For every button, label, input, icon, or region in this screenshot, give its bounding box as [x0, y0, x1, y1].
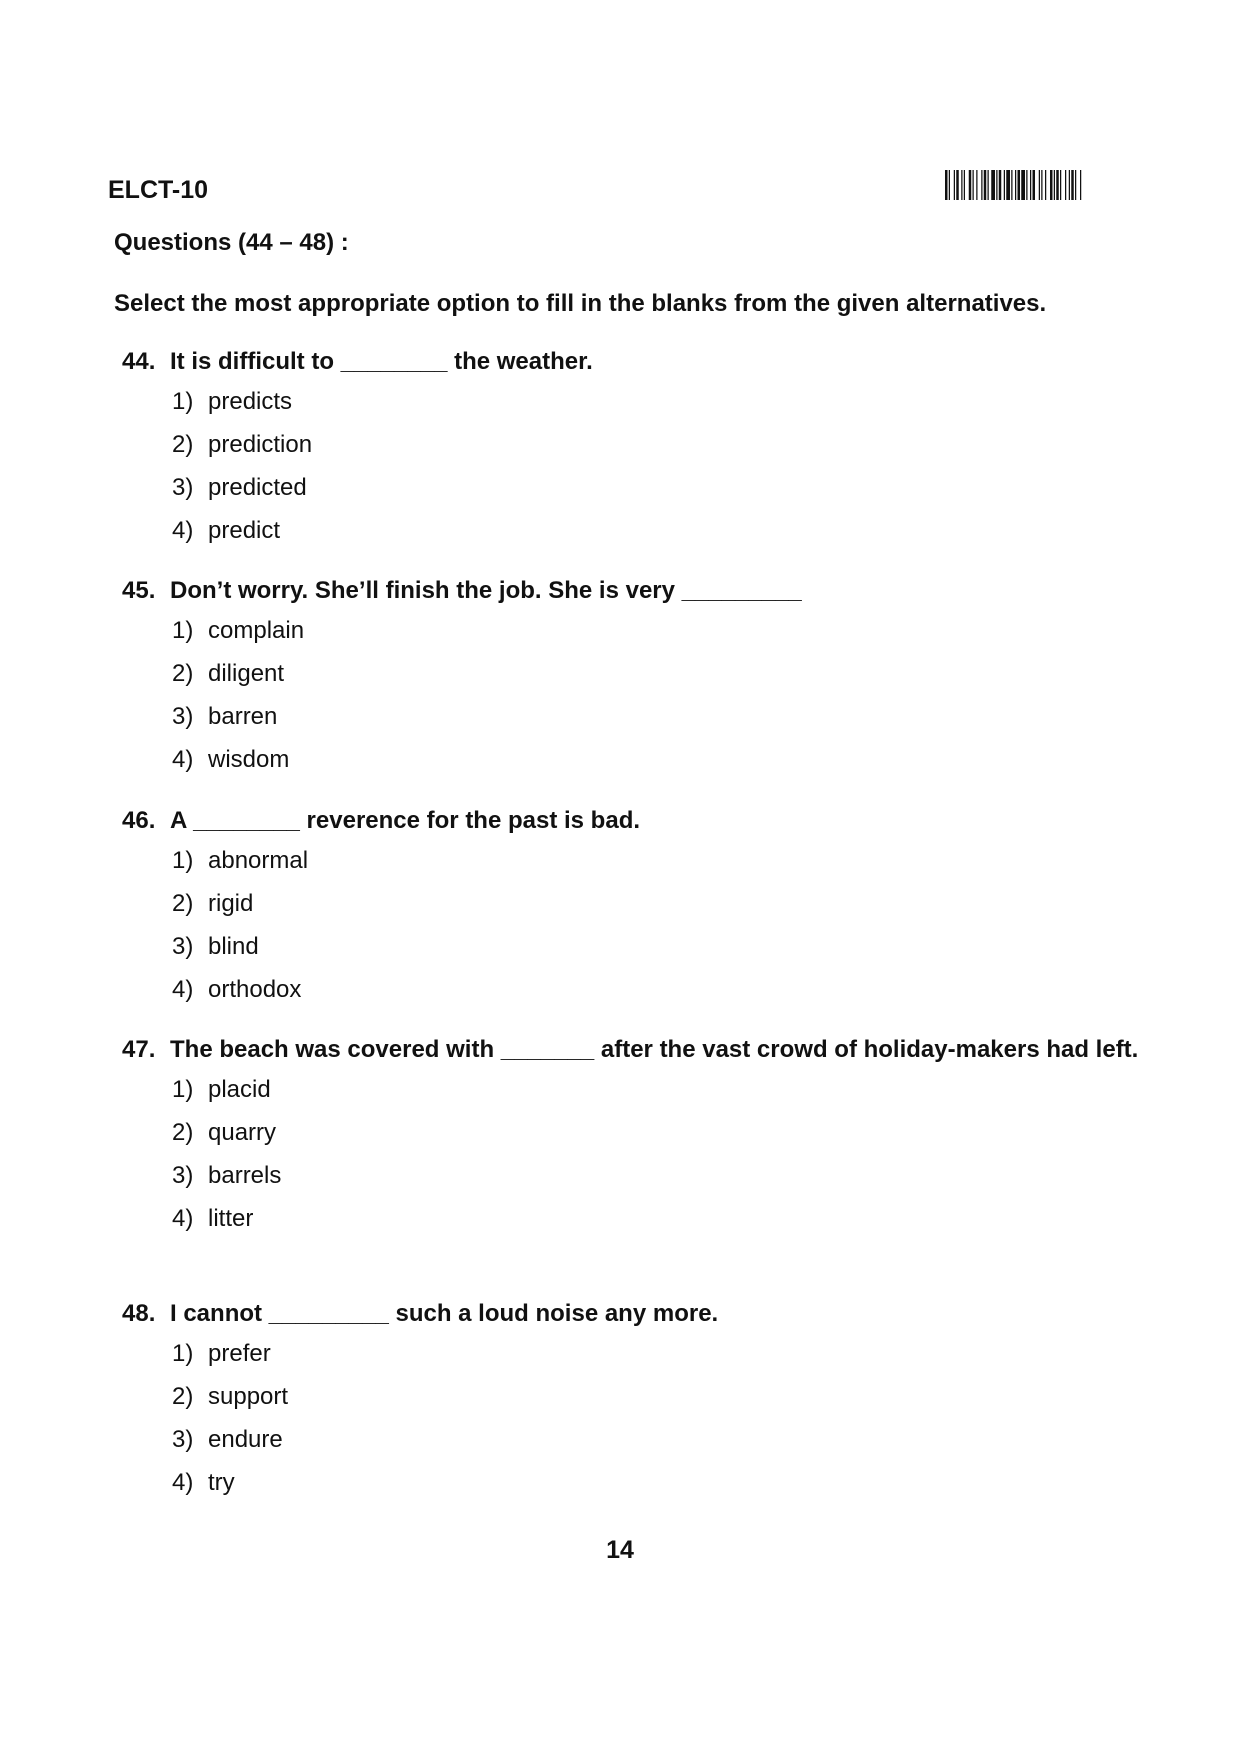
- option-text: predict: [208, 517, 281, 544]
- option-number: 4): [172, 1205, 194, 1232]
- option-text: predicted: [208, 474, 307, 501]
- option-text: rigid: [208, 890, 254, 917]
- option-text: endure: [208, 1426, 283, 1453]
- option-text: litter: [208, 1205, 254, 1232]
- option-text: quarry: [208, 1119, 277, 1146]
- option-text: predicts: [208, 388, 293, 415]
- option-number: 2): [172, 890, 194, 917]
- question-47: [122, 1033, 1142, 1248]
- option-text: prediction: [208, 431, 313, 458]
- option-number: 4): [172, 976, 194, 1003]
- option: [172, 517, 1142, 560]
- document-code: ELCT-10: [108, 176, 209, 204]
- option: [172, 1119, 1142, 1162]
- barcode-icon: [945, 170, 1135, 200]
- option-number: 4): [172, 1469, 194, 1496]
- option: [172, 474, 1142, 517]
- question-text: The beach was covered with _______ after the vast crowd of holiday-makers had left.: [170, 1036, 1139, 1063]
- option-text: placid: [208, 1076, 271, 1103]
- option-text: blind: [208, 933, 259, 960]
- option: [172, 1205, 1142, 1248]
- question-number: 46.: [122, 807, 156, 834]
- option-text: barren: [208, 703, 278, 730]
- option-text: support: [208, 1383, 289, 1410]
- option-number: 3): [172, 933, 194, 960]
- option: [172, 1383, 1142, 1426]
- option-number: 2): [172, 1383, 194, 1410]
- option: [172, 1426, 1142, 1469]
- option-text: wisdom: [208, 746, 290, 773]
- question-number: 44.: [122, 348, 156, 375]
- option-number: 2): [172, 1119, 194, 1146]
- question-number: 48.: [122, 1300, 156, 1327]
- question-46: [122, 804, 1142, 1019]
- question-text: I cannot _________ such a loud noise any more.: [170, 1300, 719, 1327]
- question-45: [122, 574, 1142, 789]
- page-number: 14: [606, 1536, 634, 1564]
- option: [172, 1469, 1142, 1512]
- option: [172, 847, 1142, 890]
- option-number: 2): [172, 431, 194, 458]
- option: [172, 746, 1142, 789]
- option: [172, 1340, 1142, 1383]
- option-text: barrels: [208, 1162, 282, 1189]
- question-number: 47.: [122, 1036, 156, 1063]
- option-number: 1): [172, 617, 194, 644]
- option-number: 3): [172, 1426, 194, 1453]
- option-text: orthodox: [208, 976, 302, 1003]
- option-number: 1): [172, 847, 194, 874]
- option: [172, 1162, 1142, 1205]
- option-number: 4): [172, 517, 194, 544]
- option-number: 4): [172, 746, 194, 773]
- option-number: 3): [172, 703, 194, 730]
- section-instruction: Select the most appropriate option to fill in the blanks from the given alternatives.: [114, 290, 1047, 317]
- option-text: try: [208, 1469, 235, 1496]
- option-number: 1): [172, 388, 194, 415]
- question-48: [122, 1297, 1142, 1512]
- question-text: It is difficult to ________ the weather.: [170, 348, 593, 375]
- option-number: 3): [172, 1162, 194, 1189]
- option: [172, 1076, 1142, 1119]
- option-text: abnormal: [208, 847, 309, 874]
- option: [172, 617, 1142, 660]
- section-heading: Questions (44 – 48) :: [114, 229, 349, 256]
- option: [172, 976, 1142, 1019]
- option-number: 2): [172, 660, 194, 687]
- question-number: 45.: [122, 577, 156, 604]
- option-text: prefer: [208, 1340, 271, 1367]
- option-number: 1): [172, 1076, 194, 1103]
- option-number: 1): [172, 1340, 194, 1367]
- question-text: Don’t worry. She’ll finish the job. She is very _________: [170, 577, 802, 604]
- option-text: diligent: [208, 660, 285, 687]
- option: [172, 388, 1142, 431]
- question-44: [122, 345, 1142, 560]
- option: [172, 660, 1142, 703]
- option-number: 3): [172, 474, 194, 501]
- option-text: complain: [208, 617, 305, 644]
- question-text: A ________ reverence for the past is bad.: [170, 807, 641, 834]
- option: [172, 890, 1142, 933]
- option: [172, 431, 1142, 474]
- option: [172, 703, 1142, 746]
- option: [172, 933, 1142, 976]
